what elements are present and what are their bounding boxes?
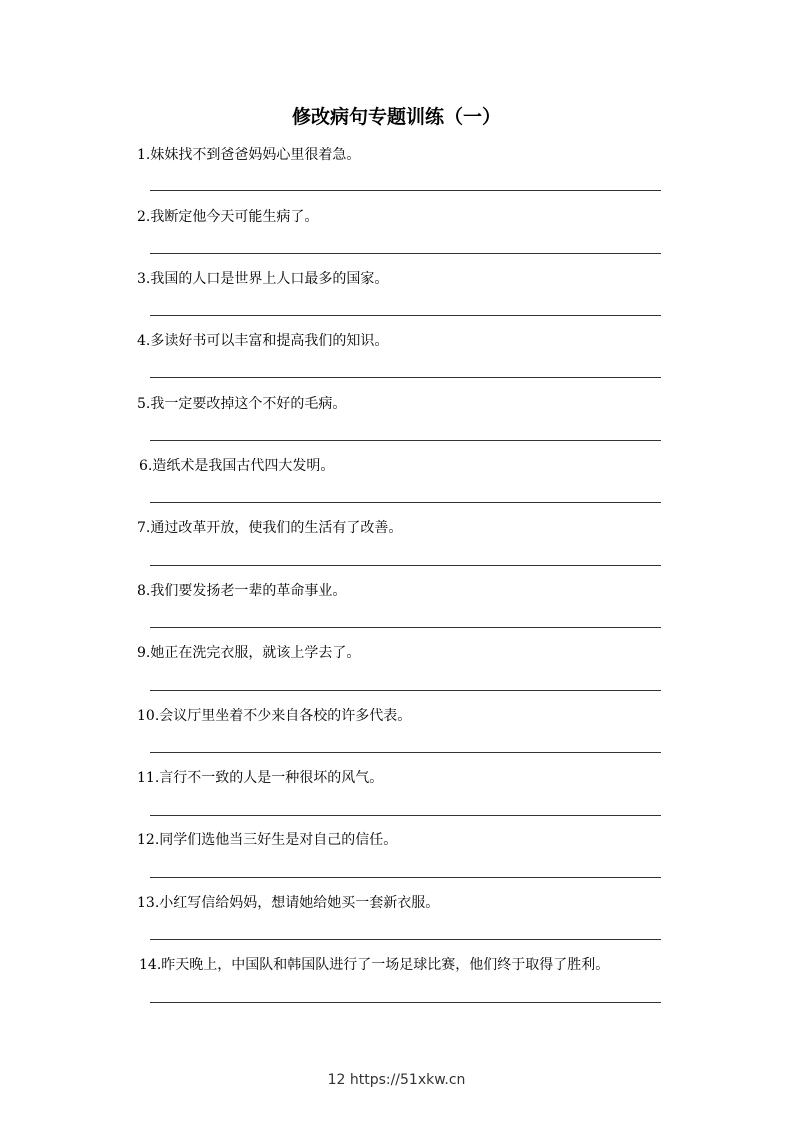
answer-line[interactable] bbox=[150, 815, 661, 816]
question-item bbox=[137, 145, 360, 165]
answer-line[interactable] bbox=[150, 315, 661, 316]
answer-line[interactable] bbox=[150, 877, 661, 878]
question-text: 我们要发扬老一辈的革命事业。 bbox=[150, 583, 347, 599]
question-item bbox=[137, 830, 397, 850]
answer-line[interactable] bbox=[150, 690, 661, 691]
answer-line[interactable] bbox=[150, 190, 661, 191]
question-text: 通过改革开放，使我们的生活有了改善。 bbox=[150, 520, 403, 536]
question-number: 9. bbox=[137, 645, 151, 661]
page-number: 12 bbox=[327, 1072, 346, 1088]
question-number: 12. bbox=[137, 832, 160, 848]
answer-line[interactable] bbox=[150, 565, 661, 566]
question-item bbox=[137, 518, 402, 538]
question-item bbox=[137, 581, 346, 601]
question-item bbox=[137, 893, 439, 913]
question-number: 8. bbox=[137, 583, 151, 599]
question-item bbox=[137, 269, 388, 289]
question-text: 我一定要改掉这个不好的毛病。 bbox=[150, 396, 347, 412]
answer-line[interactable] bbox=[150, 253, 661, 254]
question-text: 我国的人口是世界上人口最多的国家。 bbox=[150, 271, 389, 287]
question-text: 造纸术是我国古代四大发明。 bbox=[152, 458, 335, 474]
question-text: 妹妹找不到爸爸妈妈心里很着急。 bbox=[150, 147, 361, 163]
question-number: 5. bbox=[137, 396, 151, 412]
question-item bbox=[137, 394, 346, 414]
question-number: 7. bbox=[137, 520, 151, 536]
question-number: 13. bbox=[137, 895, 160, 911]
question-number: 3. bbox=[137, 271, 151, 287]
question-item bbox=[137, 706, 411, 726]
page-footer bbox=[0, 1070, 793, 1090]
question-text: 小红写信给妈妈，想请她给她买一套新衣服。 bbox=[159, 895, 440, 911]
answer-line[interactable] bbox=[150, 752, 661, 753]
answer-line[interactable] bbox=[150, 1002, 661, 1003]
question-item bbox=[137, 768, 383, 788]
question-item bbox=[137, 207, 318, 227]
question-text: 言行不一致的人是一种很坏的风气。 bbox=[159, 770, 384, 786]
question-text: 会议厅里坐着不少来自各校的许多代表。 bbox=[159, 708, 412, 724]
question-number: 2. bbox=[137, 209, 151, 225]
question-text: 我断定他今天可能生病了。 bbox=[150, 209, 319, 225]
question-number: 10. bbox=[137, 708, 160, 724]
question-text: 同学们选他当三好生是对自己的信任。 bbox=[159, 832, 398, 848]
page-title: 修改病句专题训练（一） bbox=[291, 106, 501, 128]
answer-line[interactable] bbox=[150, 377, 661, 378]
question-text: 多读好书可以丰富和提高我们的知识。 bbox=[150, 333, 389, 349]
answer-line[interactable] bbox=[150, 440, 661, 441]
question-number: 1. bbox=[137, 147, 151, 163]
question-text: 她正在洗完衣服，就该上学去了。 bbox=[150, 645, 361, 661]
question-item bbox=[139, 955, 609, 975]
question-number: 14. bbox=[139, 957, 162, 973]
answer-line[interactable] bbox=[150, 627, 661, 628]
answer-line[interactable] bbox=[150, 502, 661, 503]
question-item bbox=[139, 456, 334, 476]
question-item bbox=[137, 643, 360, 663]
question-number: 11. bbox=[137, 770, 160, 786]
question-item bbox=[137, 331, 388, 351]
footer-url[interactable]: https://51xkw.cn bbox=[349, 1072, 466, 1088]
question-number: 6. bbox=[139, 458, 153, 474]
question-text: 昨天晚上，中国队和韩国队进行了一场足球比赛，他们终于取得了胜利。 bbox=[161, 957, 610, 973]
answer-line[interactable] bbox=[150, 939, 661, 940]
question-number: 4. bbox=[137, 333, 151, 349]
